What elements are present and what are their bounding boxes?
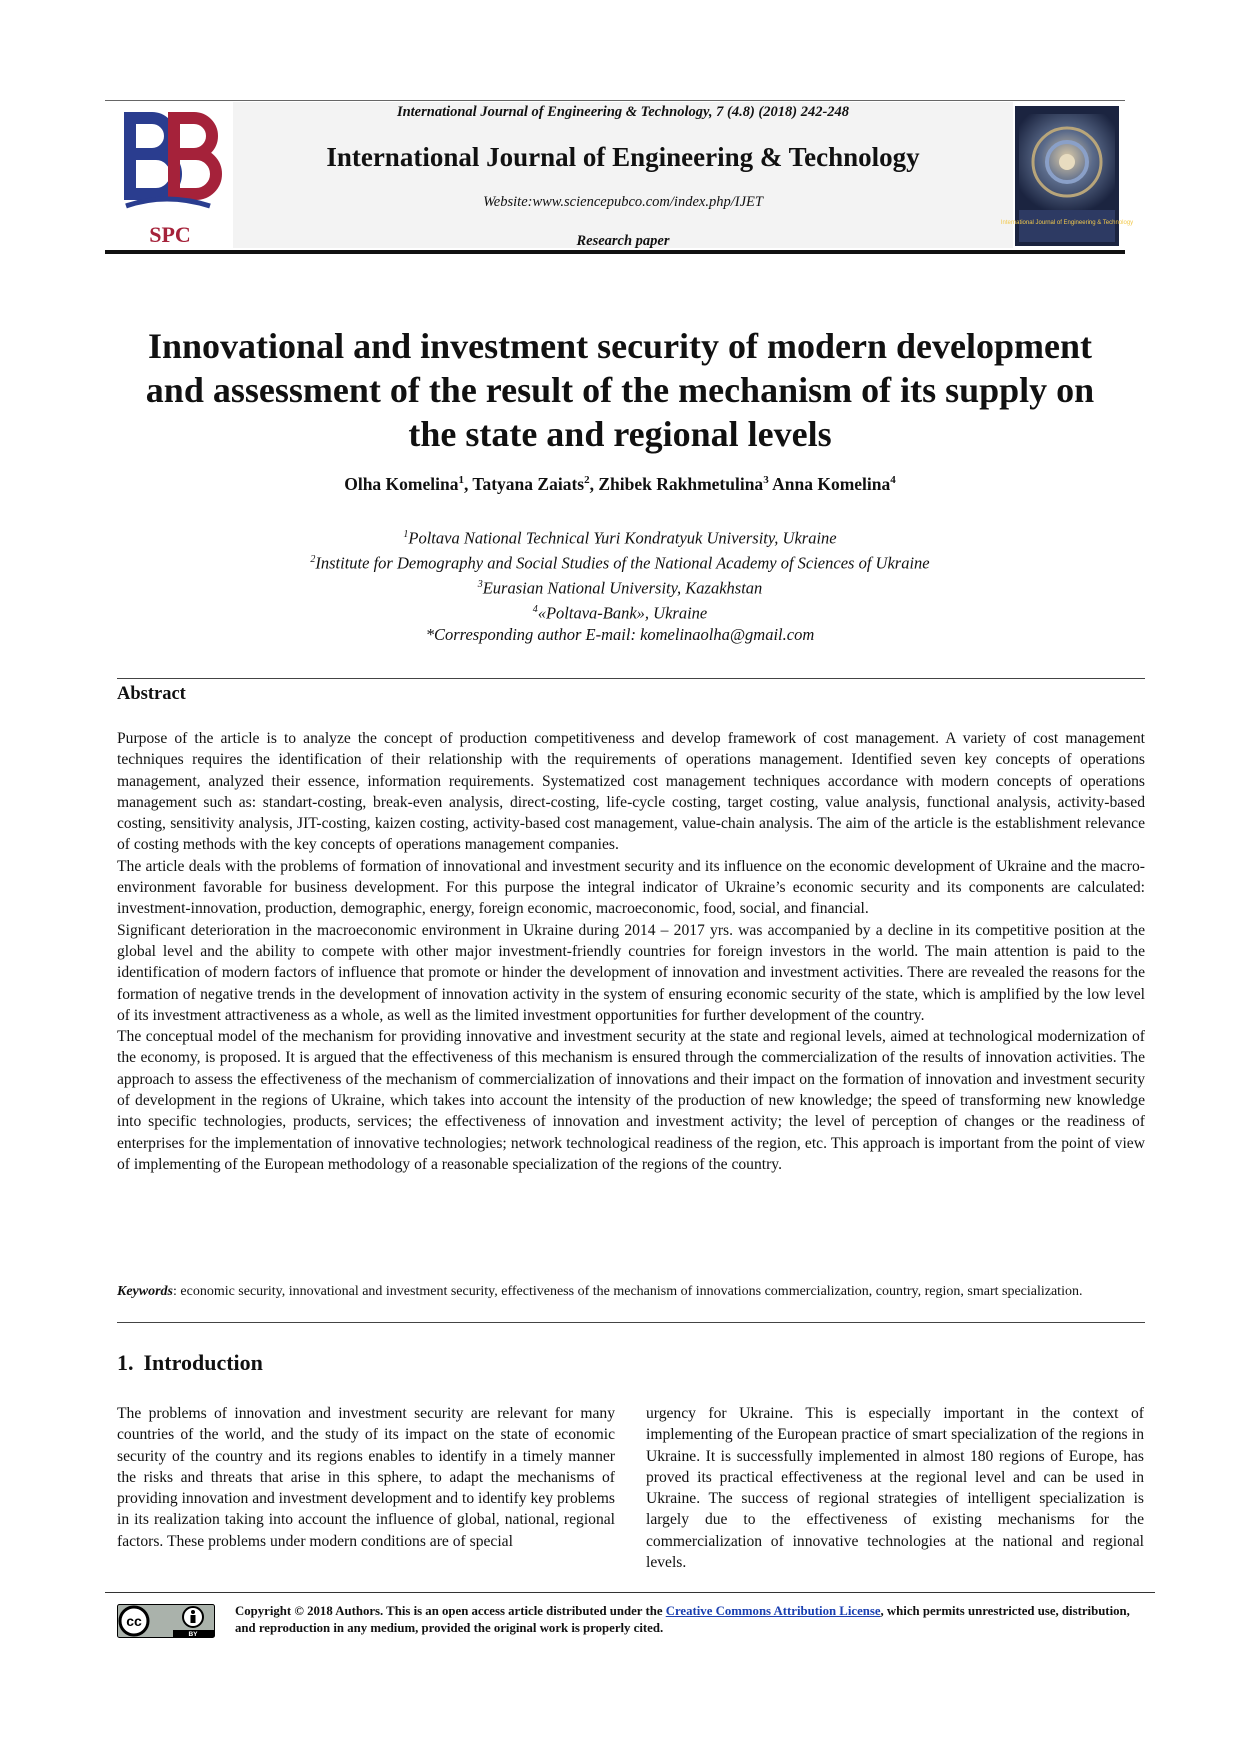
spc-logo bbox=[112, 106, 228, 248]
keywords-text: : economic security, innovational and investment security, effectiveness of the mechanism of innovations commercialization, country, region, smart specialization. bbox=[173, 1284, 1083, 1299]
copyright-text-rest: , which permits unrestricted use, distribution, and reproduction in any medium, provided the original work is properly cited. bbox=[235, 1604, 1130, 1635]
cc-symbol: cc bbox=[126, 1613, 142, 1629]
title-line: and assessment of the result of the mechanism of its supply on bbox=[145, 370, 1095, 410]
abstract-heading: Abstract bbox=[117, 684, 186, 704]
author-affiliation-mark: 1 bbox=[458, 474, 464, 487]
title-line: the state and regional levels bbox=[408, 414, 832, 454]
logo-text: SPC bbox=[149, 222, 191, 247]
header-top-rule bbox=[105, 100, 1125, 101]
copyright-notice bbox=[235, 1603, 1145, 1637]
header-bottom-rule bbox=[105, 250, 1125, 254]
journal-cover-image bbox=[1000, 106, 1134, 246]
abstract-paragraph: The conceptual model of the mechanism for providing innovative and investment security at the state and regional levels, aimed at technological modernization of the economy, is proposed. It is argued that the effectiveness of this mechanism is ensured through the commercialization of the results of innovation activities. The approach to assess the effectiveness of the mechanism of commercialization of innovations and their impact on the formation of innovation and investment security of development in the regions of Ukraine, which takes into account the intensity of the production of new knowledge; the speed of transforming new knowledge into specific technologies, products, services; the effectiveness of innovation and investment activity; the level of perception of changes or the readiness of enterprises for the implementation of innovative technologies; network technological readiness of the region, etc. This approach is important from the point of view of implementing of the European methodology of a reasonable specialization of the regions of the country. bbox=[117, 1028, 1145, 1173]
author-affiliation-mark: 4 bbox=[890, 474, 896, 487]
abstract-paragraph: The article deals with the problems of formation of innovational and investment security and its influence on the economic development of Ukraine and the macro-environment favorable for business development. For this purpose the integral indicator of Ukraine’s economic security and its components are calculated: investment-innovation, production, demographic, energy, foreign economic, macroeconomic, food, social, and financial. bbox=[117, 857, 1145, 918]
paper-title bbox=[110, 324, 1130, 456]
author-affiliation-mark: 2 bbox=[584, 474, 590, 487]
title-line: Innovational and investment security of modern development bbox=[148, 326, 1092, 366]
section-heading-introduction bbox=[117, 1350, 263, 1376]
author-name: Tatyana Zaiats bbox=[472, 474, 585, 494]
affiliation-list bbox=[110, 524, 1130, 646]
header-background bbox=[233, 102, 1013, 248]
author-name: Anna Komelina bbox=[772, 474, 891, 494]
section-number: 1. bbox=[117, 1350, 134, 1375]
paper-type: Research paper bbox=[576, 233, 670, 249]
abstract-paragraph: Significant deterioration in the macroeconomic environment in Ukraine during 2014 – 2017 yrs. was accompanied by a decline in its competitive position at the global level and the ability to compete with other major investment-friendly countries for foreign investors in the world. The main attention is paid to the identification of modern factors of influence that promote or hinder the development of innovation and investment activities. There are revealed the reasons for the formation of negative trends in the development of innovation activity in the system of ensuring economic security of the state, which is amplified by the low level of its investment attractiveness as a whole, as well as the limited investment opportunities for further development of the country. bbox=[117, 921, 1145, 1024]
affiliation-mark: 3 bbox=[477, 579, 483, 590]
intro-column-right: urgency for Ukraine. This is especially important in the context of implementing of the European practice of smart specialization of the regions in Ukraine. It is successfully implemented in almost 180 regions of Europe, has proved its practical effectiveness at the regional level and can be used in Ukraine. The success of regional strategies of intelligent specialization is largely due to the effectiveness of existing mechanisms for the commercialization of innovative technologies at the national and regional levels. bbox=[646, 1405, 1144, 1572]
author-list bbox=[110, 474, 1130, 495]
affiliation-mark: 4 bbox=[532, 604, 538, 615]
citation-volume: , 7 (4.8) (2018) 242-248 bbox=[708, 104, 850, 120]
affiliation-mark: 1 bbox=[403, 529, 409, 540]
keywords bbox=[117, 1283, 1145, 1302]
footer-rule bbox=[105, 1592, 1155, 1593]
journal-website[interactable]: Website:www.sciencepubco.com/index.php/IJET bbox=[483, 194, 763, 210]
author-name: Olha Komelina bbox=[344, 474, 459, 494]
affiliation-text: Poltava National Technical Yuri Kondratyuk University, Ukraine bbox=[408, 528, 837, 548]
affiliation bbox=[110, 549, 1130, 574]
attribution-person-icon bbox=[191, 1610, 195, 1614]
affiliation-text: «Poltava-Bank», Ukraine bbox=[537, 603, 708, 623]
cover-text: International Journal of Engineering & Technology bbox=[1000, 220, 1134, 226]
affiliation-text: Eurasian National University, Kazakhstan bbox=[482, 578, 763, 598]
corresponding-author: *Corresponding author E-mail: komelinaolha@gmail.com bbox=[425, 625, 815, 644]
journal-citation bbox=[233, 104, 1013, 121]
keywords-label: Keywords bbox=[117, 1284, 173, 1299]
section-title: Introduction bbox=[143, 1350, 263, 1375]
affiliation-text: Institute for Demography and Social Studies of the National Academy of Sciences of Ukraine bbox=[315, 553, 930, 573]
affiliation-mark: 2 bbox=[310, 554, 316, 565]
abstract-paragraph: Purpose of the article is to analyze the concept of production competitiveness and develop framework of cost management. A variety of cost management techniques requires the identification of their relationship with the requirements of operations management. Identified seven key concepts of operations management, analyzed their essence, information requirements. Systematized cost management techniques accordance with modern concepts of operations management such as: standart-costing, break-even analysis, direct-costing, life-cycle costing, target costing, value analysis, functional analysis, activity-based costing, sensitivity analysis, JIT-costing, kaizen costing, activity-based cost management, value-chain analysis. The aim of the article is the establishment relevance of costing methods with the key concepts of operations management companies. bbox=[117, 730, 1145, 854]
citation-journal: International Journal of Engineering & Technology bbox=[396, 104, 709, 120]
affiliation bbox=[110, 574, 1130, 599]
author-affiliation-mark: 3 bbox=[763, 474, 769, 487]
author-separator: , bbox=[589, 474, 599, 494]
affiliation bbox=[110, 524, 1130, 549]
copyright-text: Copyright © 2018 Authors. This is an open access article distributed under the bbox=[235, 1604, 666, 1618]
license-link[interactable]: Creative Commons Attribution License bbox=[665, 1604, 881, 1618]
keywords-rule bbox=[117, 1322, 1145, 1323]
author-separator: , bbox=[463, 474, 473, 494]
abstract-rule bbox=[117, 678, 1145, 679]
cc-by-license-icon[interactable] bbox=[117, 1604, 215, 1638]
journal-name: International Journal of Engineering & Technology bbox=[326, 142, 920, 172]
intro-column-left: The problems of innovation and investment security are relevant for many countries of the world, and the study of its impact on the state of economic security of the country and its regions enables to identify in a timely manner the risks and threats that arise in this sphere, to adapt the mechanisms of providing innovation and investment development and to identify key problems in its realization taking into account the influence of global, national, regional factors. These problems under modern conditions are of special bbox=[117, 1405, 615, 1550]
attribution-person-body bbox=[191, 1615, 196, 1623]
abstract-body bbox=[117, 728, 1145, 1175]
by-symbol: BY bbox=[188, 1631, 198, 1638]
author-name: Zhibek Rakhmetulina bbox=[598, 474, 764, 494]
affiliation bbox=[110, 599, 1130, 624]
